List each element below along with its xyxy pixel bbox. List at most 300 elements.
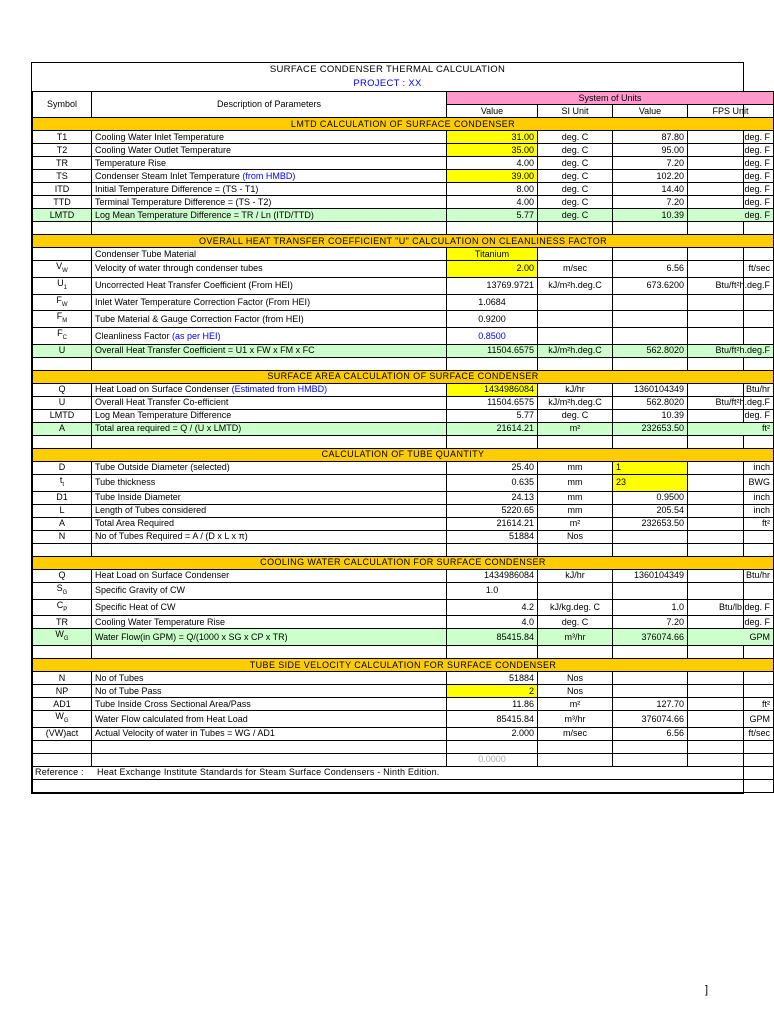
symbol-subscript: 1 [63,284,67,291]
description-text: Water Flow(in GPM) = Q/(1000 x SG x CP x TR) [95,631,288,642]
fps-value-cell [613,248,688,261]
fps-value-cell: 562.8020 [613,396,688,409]
reference-label: Reference : [35,767,84,778]
fps-unit-cell: deg. F [688,209,774,222]
description-text: Water Flow calculated from Heat Load [95,713,248,724]
description-cell [92,698,447,711]
si-value-cell: 1.0684 [447,294,538,311]
fps-value-cell: 232653.50 [613,517,688,530]
table-row [33,582,774,599]
fps-unit-cell: ft² [688,517,774,530]
description-cell [92,328,447,345]
si-value-cell: 4.2 [447,599,538,616]
fps-value-cell [613,311,688,328]
description-cell [92,461,447,474]
table-row [33,727,774,740]
symbol-cell: Q [33,383,92,396]
spacer-row [33,222,774,235]
table-row [33,396,774,409]
description-text: Heat Load on Surface Condenser [95,384,232,395]
spacer-row [33,646,774,659]
symbol-cell: Q [33,569,92,582]
symbol-subscript: P [63,606,68,613]
spacer-row [33,435,774,448]
description-cell [92,569,447,582]
table-row [33,409,774,422]
table-row [33,261,774,278]
description-cell [92,474,447,491]
si-unit-cell: deg. C [538,209,613,222]
si-value-cell: 85415.84 [447,629,538,646]
table-row [33,383,774,396]
description-cell [92,727,447,740]
si-unit-cell: mm [538,474,613,491]
description-cell [92,183,447,196]
si-unit-cell: Nos [538,672,613,685]
fps-unit-cell [688,311,774,328]
section-title: TUBE SIDE VELOCITY CALCULATION FOR SURFACE CONDENSER [33,659,774,672]
description-text: Cooling Water Temperature Rise [95,616,226,627]
si-unit-cell: deg. C [538,616,613,629]
description-cell [92,248,447,261]
symbol-cell: N [33,530,92,543]
fps-value-cell: 14.40 [613,183,688,196]
header-description: Description of Parameters [92,92,447,118]
symbol-cell [33,248,92,261]
fps-value-cell: 6.56 [613,261,688,278]
description-text: Tube Inside Diameter [95,492,181,503]
symbol-cell: $F_C$ [33,328,92,345]
description-text: Heat Load on Surface Condenser [95,570,230,581]
symbol-cell: ITD [33,183,92,196]
si-unit-cell: m/sec [538,261,613,278]
description-text: No of Tubes Required = A / (D x L x π) [95,531,248,542]
symbol-subscript: M [62,318,68,325]
fps-value-cell: 205.54 [613,504,688,517]
table-row [33,277,774,294]
description-text: Specific Heat of CW [95,601,176,612]
description-text: Tube Inside Cross Sectional Area/Pass [95,698,251,709]
section-header [33,235,774,248]
si-unit-cell: m² [538,517,613,530]
description-text: Cooling Water Inlet Temperature [95,131,225,142]
table-row [33,530,774,543]
section-header [33,448,774,461]
symbol-subscript: W [62,267,68,274]
description-cell [92,582,447,599]
table-row [33,616,774,629]
description-text: Length of Tubes considered [95,505,207,516]
table-row [33,474,774,491]
table-row [33,491,774,504]
si-value-cell: 11504.6575 [447,396,538,409]
si-value-cell: 0.8500 [447,328,538,345]
si-unit-cell [538,248,613,261]
description-text: Inlet Water Temperature Correction Factor (From HEI) [95,296,311,307]
symbol-cell: $F_M$ [33,311,92,328]
symbol-cell: $V_W$ [33,261,92,278]
fps-value-cell [613,582,688,599]
spacer-row [33,357,774,370]
si-unit-cell: kJ/m²h.deg.C [538,344,613,357]
fps-unit-cell: ft/sec [688,261,774,278]
si-value-cell: 51884 [447,672,538,685]
fps-unit-cell: Btu/lb.deg. F [688,599,774,616]
description-cell [92,491,447,504]
si-unit-cell [538,328,613,345]
reference-note [33,766,774,779]
description-text: Cooling Water Outlet Temperature [95,144,232,155]
si-unit-cell: kJ/m²h.deg.C [538,277,613,294]
table-row [33,569,774,582]
description-cell [92,196,447,209]
table-row [33,629,774,646]
description-cell [92,209,447,222]
fps-unit-cell: deg. F [688,196,774,209]
reference-row [33,766,774,779]
trailing-row [33,753,774,766]
si-value-cell: 11.86 [447,698,538,711]
fps-unit-cell: inch [688,491,774,504]
description-cell [92,616,447,629]
symbol-subscript: C [62,334,67,341]
description-text: Overall Heat Transfer Co-efficient [95,397,229,408]
header-fps-value: Value [613,105,688,118]
fps-value-cell: 7.20 [613,616,688,629]
table-row [33,294,774,311]
fps-unit-cell: inch [688,461,774,474]
fps-value-cell [613,672,688,685]
fps-unit-cell [688,672,774,685]
fps-value-cell: 87.80 [613,131,688,144]
description-cell [92,311,447,328]
fps-unit-cell [688,294,774,311]
fps-value-cell: 102.20 [613,170,688,183]
si-value-cell: 4.00 [447,157,538,170]
description-cell [92,383,447,396]
table-row [33,328,774,345]
symbol-cell: T1 [33,131,92,144]
fps-unit-cell: GPM [688,629,774,646]
si-value-cell: 4.0 [447,616,538,629]
header-si-value: Value [447,105,538,118]
symbol-subscript: G [63,717,69,724]
si-unit-cell: m³/hr [538,629,613,646]
fps-unit-cell: ft² [688,422,774,435]
description-cell [92,261,447,278]
fps-unit-cell: deg. F [688,409,774,422]
table-row [33,711,774,728]
table-row [33,196,774,209]
si-value-cell: 1434986084 [447,383,538,396]
si-unit-cell: mm [538,491,613,504]
header-fps-unit: FPS Unit [688,105,774,118]
fps-value-cell: 232653.50 [613,422,688,435]
description-text: Specific Gravity of CW [95,585,186,596]
fps-value-cell [613,685,688,698]
fps-unit-cell: Btu/hr [688,569,774,582]
table-row [33,599,774,616]
description-cell [92,409,447,422]
fps-value-cell: 10.39 [613,409,688,422]
table-row [33,461,774,474]
si-unit-cell: deg. C [538,144,613,157]
description-text: Initial Temperature Difference = (TS - T1) [95,183,259,194]
table-row [33,157,774,170]
description-cell [92,144,447,157]
si-value-cell: 11504.6575 [447,344,538,357]
table-row [33,698,774,711]
fps-value-cell: 10.39 [613,209,688,222]
si-unit-cell: kJ/hr [538,569,613,582]
fps-unit-cell: ft² [688,698,774,711]
si-unit-cell: m² [538,698,613,711]
description-cell [92,517,447,530]
si-unit-cell: deg. C [538,131,613,144]
si-value-cell: 24.13 [447,491,538,504]
description-text: Log Mean Temperature Difference [95,410,232,421]
header-si-unit: SI Unit [538,105,613,118]
fps-value-cell: 127.70 [613,698,688,711]
symbol-cell: LMTD [33,409,92,422]
section-title: OVERALL HEAT TRANSFER COEFFICIENT "U" CALCULATION ON CLEANLINESS FACTOR [33,235,774,248]
si-unit-cell: kJ/kg.deg. C [538,599,613,616]
description-cell [92,277,447,294]
description-note: (from HMBD) [242,170,296,181]
sheet-title: SURFACE CONDENSER THERMAL CALCULATION [269,64,506,75]
si-value-cell: 2.000 [447,727,538,740]
symbol-cell: $U_1$ [33,277,92,294]
symbol-cell: A [33,422,92,435]
section-header [33,659,774,672]
si-value-cell: 39.00 [447,170,538,183]
fps-value-cell: 1 [613,461,688,474]
si-value-cell: 2.00 [447,261,538,278]
symbol-cell: N [33,672,92,685]
fps-unit-cell [688,328,774,345]
si-value-cell: 21614.21 [447,422,538,435]
si-value-cell: 13769.9721 [447,277,538,294]
fps-value-cell [613,530,688,543]
description-text: Log Mean Temperature Difference = TR / Ln (ITD/TTD) [95,209,314,220]
description-note: (Estimated from HMBD) [231,384,328,395]
description-text: No of Tubes [95,672,144,683]
symbol-cell: $S_G$ [33,582,92,599]
si-unit-cell [538,294,613,311]
fps-unit-cell: deg. F [688,170,774,183]
si-value-cell: 21614.21 [447,517,538,530]
fps-unit-cell: Btu/ft²h.deg.F [688,277,774,294]
table-row [33,517,774,530]
description-note: (as per HEI) [172,330,221,341]
description-cell [92,157,447,170]
spacer-row [33,740,774,753]
fps-value-cell: 1360104349 [613,569,688,582]
table-row [33,131,774,144]
fps-unit-cell [688,582,774,599]
symbol-cell: NP [33,685,92,698]
description-text: Tube Outside Diameter (selected) [95,462,230,473]
fps-value-cell: 23 [613,474,688,491]
fps-unit-cell: deg. F [688,616,774,629]
fps-unit-cell: deg. F [688,183,774,196]
si-unit-cell: mm [538,504,613,517]
table-row [33,311,774,328]
fps-value-cell: 1360104349 [613,383,688,396]
fps-value-cell: 376074.66 [613,711,688,728]
description-cell [92,294,447,311]
description-text: Velocity of water through condenser tubes [95,263,263,274]
symbol-cell: U [33,396,92,409]
fps-value-cell: 7.20 [613,157,688,170]
fps-unit-cell: Btu/hr [688,383,774,396]
si-unit-cell: kJ/hr [538,383,613,396]
description-cell [92,504,447,517]
si-unit-cell: kJ/m²h.deg.C [538,396,613,409]
spacer-row [33,543,774,556]
symbol-cell: (VW)act [33,727,92,740]
symbol-cell: TR [33,157,92,170]
section-title: CALCULATION OF TUBE QUANTITY [33,448,774,461]
description-cell [92,422,447,435]
si-value-cell: 25.40 [447,461,538,474]
section-title: COOLING WATER CALCULATION FOR SURFACE CONDENSER [33,556,774,569]
table-row [33,170,774,183]
description-text: No of Tube Pass [95,685,162,696]
fps-value-cell: 1.0 [613,599,688,616]
fps-value-cell: 562.8020 [613,344,688,357]
calculation-sheet [31,62,771,794]
section-title: LMTD CALCULATION OF SURFACE CONDENSER [33,118,774,131]
si-value-cell: 5220.65 [447,504,538,517]
description-text: Terminal Temperature Difference = (TS - T2) [95,196,272,207]
fps-unit-cell: deg. F [688,157,774,170]
fps-unit-cell [688,530,774,543]
header-system-of-units: System of Units [447,92,774,105]
fps-value-cell: 6.56 [613,727,688,740]
si-value-cell: 0.635 [447,474,538,491]
description-text: Condenser Tube Material [95,248,197,259]
fps-unit-cell: Btu/ft²h.deg.F [688,396,774,409]
fps-value-cell: 7.20 [613,196,688,209]
description-cell [92,685,447,698]
si-unit-cell: deg. C [538,157,613,170]
header-symbol: Symbol [33,92,92,118]
description-text: Total area required = Q / (U x LMTD) [95,423,242,434]
symbol-cell: $t_t$ [33,474,92,491]
fps-unit-cell: deg. F [688,144,774,157]
fps-unit-cell: GPM [688,711,774,728]
table-row [33,422,774,435]
table-row [33,183,774,196]
si-unit-cell: m/sec [538,727,613,740]
description-text: Actual Velocity of water in Tubes = WG / AD1 [95,728,275,739]
table-row [33,209,774,222]
si-value-cell: 31.00 [447,131,538,144]
calculation-table [32,91,774,793]
fps-value-cell [613,328,688,345]
description-text: Uncorrected Heat Transfer Coefficient (From HEI) [95,280,293,291]
description-cell [92,599,447,616]
fps-unit-cell [688,685,774,698]
si-value-cell: 51884 [447,530,538,543]
si-unit-cell: m² [538,422,613,435]
description-cell [92,170,447,183]
section-title: SURFACE AREA CALCULATION OF SURFACE CONDENSER [33,370,774,383]
reference-text: Heat Exchange Institute Standards for Steam Surface Condensers - Ninth Edition. [97,767,440,778]
table-row [33,344,774,357]
description-cell [92,131,447,144]
si-value-cell: 0.9200 [447,311,538,328]
si-value-cell: 5.77 [447,409,538,422]
symbol-subscript: t [62,481,65,488]
description-text: Total Area Required [95,518,175,529]
section-header [33,370,774,383]
si-value-cell: 1434986084 [447,569,538,582]
symbol-cell: A [33,517,92,530]
si-unit-cell: deg. C [538,170,613,183]
symbol-cell: T2 [33,144,92,157]
si-unit-cell [538,582,613,599]
fps-unit-cell: ft/sec [688,727,774,740]
fps-value-cell: 95.00 [613,144,688,157]
description-cell [92,530,447,543]
si-value-cell: 2 [447,685,538,698]
symbol-subscript: W [61,301,68,308]
symbol-cell: $F_W$ [33,294,92,311]
fps-unit-cell: BWG [688,474,774,491]
fps-value-cell: 376074.66 [613,629,688,646]
description-text: Tube thickness [95,477,156,488]
si-unit-cell [538,311,613,328]
symbol-cell: D [33,461,92,474]
table-row [33,672,774,685]
description-cell [92,672,447,685]
si-unit-cell: deg. C [538,183,613,196]
symbol-cell: L [33,504,92,517]
si-value-cell: Titanium [447,248,538,261]
description-text: Temperature Rise [95,157,167,168]
description-text: Cleanliness Factor [95,330,173,341]
si-unit-cell: Nos [538,685,613,698]
description-cell [92,344,447,357]
description-cell [92,396,447,409]
page-mark: ] [705,984,709,996]
si-unit-cell: m³/hr [538,711,613,728]
symbol-cell: TTD [33,196,92,209]
symbol-cell: $W_G$ [33,711,92,728]
si-value-cell: 85415.84 [447,711,538,728]
si-unit-cell: deg. C [538,196,613,209]
table-row [33,685,774,698]
fps-value-cell: 0.9500 [613,491,688,504]
description-cell [92,711,447,728]
description-text: Tube Material & Gauge Correction Factor (from HEI) [95,313,304,324]
si-value-cell: 1.0 [447,582,538,599]
table-row [33,248,774,261]
si-value-cell: 4.00 [447,196,538,209]
project-label: PROJECT : XX [353,78,422,89]
symbol-cell: LMTD [33,209,92,222]
si-unit-cell: Nos [538,530,613,543]
description-cell [92,629,447,646]
si-unit-cell: deg. C [538,409,613,422]
si-value-cell: 8.00 [447,183,538,196]
trailing-value: 0.0000 [447,753,538,766]
fps-value-cell: 673.6200 [613,277,688,294]
fps-unit-cell: deg. F [688,131,774,144]
symbol-cell: AD1 [33,698,92,711]
